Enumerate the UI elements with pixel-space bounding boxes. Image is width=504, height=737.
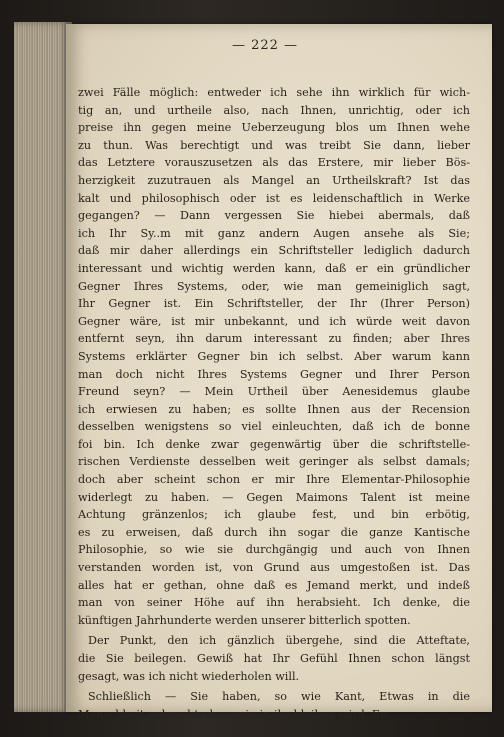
text-line: Gegner wäre, ist mir unbekannt, und ich würde weit davon xyxy=(78,314,470,328)
text-line: Ihr Gegner ist. Ein Schriftsteller, der Ihr (Ihrer Person) xyxy=(78,297,470,311)
text-line: gegangen? — Dann vergessen Sie hiebei abermals, daß xyxy=(78,209,470,223)
text-line: widerlegt zu haben. — Gegen Maimons Talent ist meine xyxy=(78,490,470,504)
page-number: — 222 — xyxy=(231,38,299,53)
text-line: zwei Fälle möglich: entweder ich sehe ihn wirklich für wich- xyxy=(78,86,470,99)
text-line: tig an, und urtheile also, nach Ihnen, unrichtig, oder ich xyxy=(78,103,470,117)
text-line: man doch nicht Ihres Systems Gegner und Ihrer Person xyxy=(78,367,470,381)
text-line: man von seiner Höhe auf ihn herabsieht. Ich denke, die xyxy=(78,596,470,610)
page-edges xyxy=(14,22,72,712)
text-line: alles hat er gethan, ohne daß es Jemand merkt, und indeß xyxy=(78,578,470,592)
text-line: ich erwiesen zu haben; es sollte Ihnen aus der Recension xyxy=(78,402,470,416)
text-line: Achtung gränzenlos; ich glaube fest, und bin erbötig, xyxy=(78,508,470,522)
paragraph xyxy=(78,84,470,629)
text-line: Gegner Ihres Systems, oder, wie man gemeiniglich sagt, xyxy=(78,279,470,293)
text-line: die Sie beilegen. Gewiß hat Ihr Gefühl Ihnen schon längst xyxy=(78,652,470,665)
paragraph xyxy=(78,688,470,723)
text-line: zu thun. Was berechtigt und was treibt Sie dann, lieber xyxy=(78,138,470,152)
text-line: verstanden worden ist, von Grund aus umgestoßen ist. Das xyxy=(78,561,470,575)
text-line: Systems erklärter Gegner bin ich selbst. Aber warum kann xyxy=(78,349,470,363)
text-line: Der Punkt, den ich gänzlich übergehe, sind die Atteftate, xyxy=(88,634,470,648)
text-line: foi bin. Ich denke zwar gegenwärtig über die schriftstelle- xyxy=(78,437,470,451)
body-text xyxy=(78,84,470,723)
text-line: Menschheit gebracht, das ewig in ihr bleiben wird. Er, xyxy=(78,707,388,721)
text-line: Philosophie, so wie sie durchgängig und auch von Ihnen xyxy=(78,543,470,557)
text-line: künftigen Jahrhunderte werden unserer bitterlich spotten. xyxy=(78,613,411,627)
text-line: ich Ihr Sy..m mit ganz andern Augen ansehe als Sie; xyxy=(78,226,470,240)
text-line: desselben wenigstens so viel einleuchten, daß ich de bonne xyxy=(78,420,470,434)
text-line: gesagt, was ich nicht wiederholen will. xyxy=(78,669,300,683)
text-line: preise ihn gegen meine Ueberzeugung blos um Ihnen wehe xyxy=(78,121,470,135)
text-line: interessant und wichtig werden kann, daß er ein gründlicher xyxy=(78,261,470,275)
text-line: es zu erweisen, daß durch ihn sogar die ganze Kantische xyxy=(78,525,470,539)
text-line: doch aber scheint schon er mir Ihre Elementar-Philosophie xyxy=(78,473,470,487)
text-line: herzigkeit zuzutrauen als Mangel an Urtheilskraft? Ist das xyxy=(78,173,470,187)
text-line: daß mir daher allerdings ein Schriftsteller lediglich dadurch xyxy=(78,244,470,258)
text-line: kalt und philosophisch oder ist es leidenschaftlich in Werke xyxy=(78,191,470,205)
text-line: rischen Verdienste desselben weit geringer als selbst damals; xyxy=(78,455,470,469)
text-line: das Letztere vorauszusetzen als das Erstere, mir lieber Bös- xyxy=(78,156,470,170)
text-line: entfernt seyn, ihn darum interessant zu finden; aber Ihres xyxy=(78,332,470,346)
text-line: Schließlich — Sie haben, so wie Kant, Etwas in die xyxy=(88,690,470,704)
text-line: Freund seyn? — Mein Urtheil über Aenesidemus glaube xyxy=(78,385,470,399)
paragraph xyxy=(78,632,470,685)
